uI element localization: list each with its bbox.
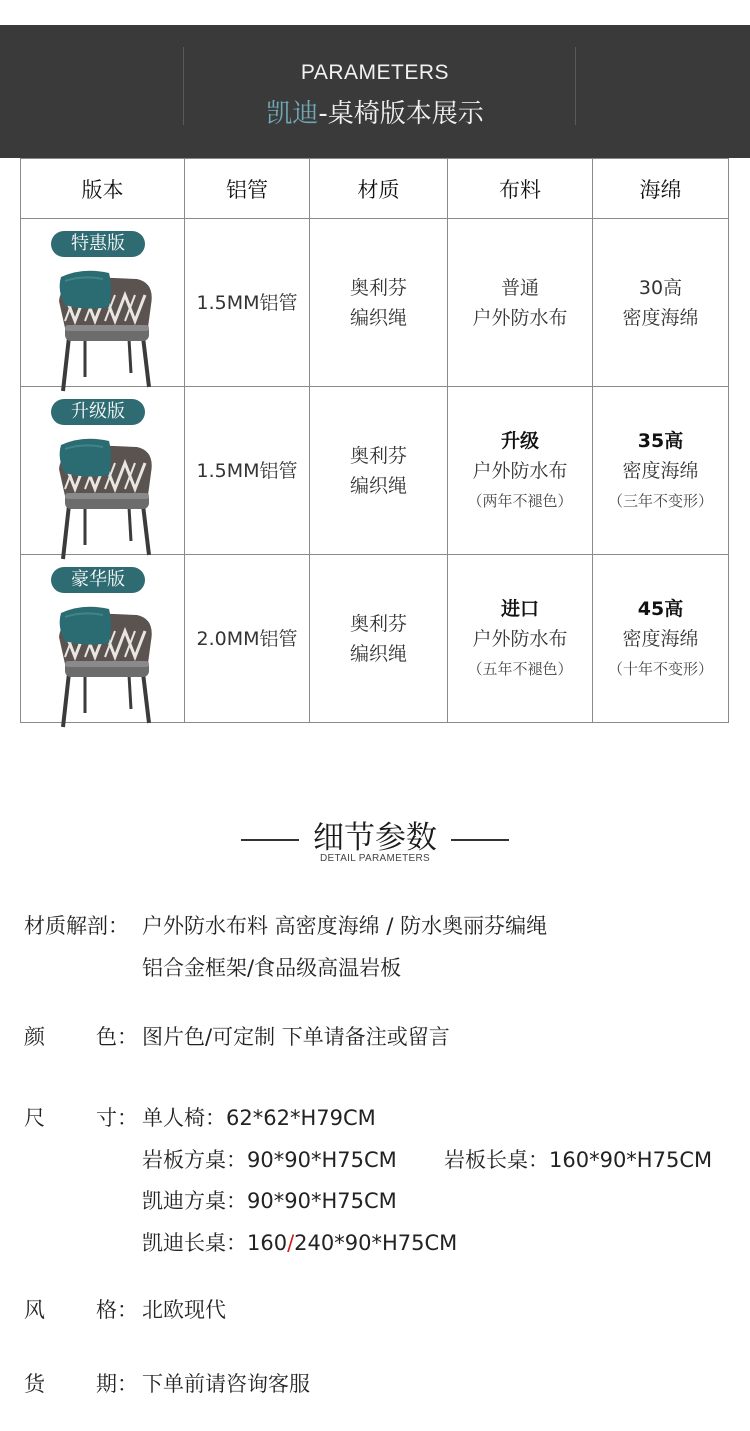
chair-image — [51, 427, 161, 561]
sponge-type: 密度海绵 — [622, 627, 699, 650]
table-row — [21, 555, 729, 723]
version-cell — [21, 219, 185, 387]
version-cell — [21, 387, 185, 555]
banner-title-rest: -桌椅版本展示 — [318, 99, 484, 129]
material-cell — [310, 387, 448, 555]
material-label: 材质解剖： — [24, 914, 129, 938]
material-line: 奥利芬 — [349, 612, 407, 635]
fabric-grade: 进口 — [500, 597, 539, 620]
tube-cell: 1.5MM铝管 — [185, 219, 310, 387]
sponge-type: 密度海绵 — [622, 459, 699, 482]
header-version: 版本 — [21, 159, 185, 219]
fabric-type: 户外防水布 — [472, 627, 568, 650]
material-line: 编织绳 — [349, 474, 407, 497]
material-cell — [310, 219, 448, 387]
table-header-row — [21, 159, 729, 219]
fabric-cell — [448, 387, 593, 555]
red-slash: / — [287, 1231, 295, 1255]
material-line: 奥利芬 — [349, 444, 407, 467]
fabric-cell — [448, 219, 593, 387]
version-cell — [21, 555, 185, 723]
style-value: 北欧现代 — [142, 1298, 226, 1322]
sponge-note: （三年不变形） — [607, 491, 713, 510]
sponge-type: 密度海绵 — [622, 306, 699, 329]
sponge-height: 35高 — [637, 429, 684, 452]
chair-image — [51, 595, 161, 729]
tube-cell: 1.5MM铝管 — [185, 387, 310, 555]
color-value: 图片色/可定制 下单请备注或留言 — [142, 1025, 450, 1049]
version-table — [20, 158, 729, 723]
header-fabric: 布料 — [448, 159, 593, 219]
size-value-line: 岩板长桌：160*90*H75CM — [444, 1148, 713, 1172]
header-tube: 铝管 — [185, 159, 310, 219]
fabric-type: 户外防水布 — [472, 306, 568, 329]
table-row — [21, 219, 729, 387]
material-line: 编织绳 — [349, 642, 407, 665]
fabric-note: （两年不褪色） — [467, 491, 573, 510]
detail-title — [0, 812, 750, 857]
delivery-value: 下单前请咨询客服 — [142, 1372, 310, 1396]
fabric-type: 户外防水布 — [472, 459, 568, 482]
material-value-line: 户外防水布料 高密度海绵 / 防水奥丽芬编绳 — [142, 914, 548, 938]
delivery-label: 货 期： — [24, 1372, 138, 1396]
size-label: 尺 寸： — [24, 1106, 138, 1130]
parameters-banner — [0, 25, 750, 158]
sponge-note: （十年不变形） — [607, 659, 713, 678]
size-value-line: 凯迪方桌：90*90*H75CM — [142, 1189, 397, 1213]
size-value-line: 单人椅：62*62*H79CM — [142, 1106, 376, 1130]
header-material: 材质 — [310, 159, 448, 219]
fabric-grade: 普通 — [500, 276, 539, 299]
color-label: 颜 色： — [24, 1025, 138, 1049]
detail-title-text: 细节参数 — [313, 820, 437, 856]
title-dash-left — [241, 839, 299, 841]
material-cell — [310, 555, 448, 723]
table-row — [21, 387, 729, 555]
fabric-note: （五年不褪色） — [467, 659, 573, 678]
sponge-cell — [593, 387, 729, 555]
sponge-cell — [593, 555, 729, 723]
size-value-line: 凯迪长桌：160/240*90*H75CM — [142, 1231, 458, 1255]
size-value-line: 岩板方桌：90*90*H75CM — [142, 1148, 397, 1172]
sponge-height: 30高 — [638, 276, 683, 299]
version-badge: 特惠版 — [51, 231, 145, 257]
fabric-cell — [448, 555, 593, 723]
material-value-line: 铝合金框架/食品级高温岩板 — [142, 956, 402, 980]
banner-title-en: PARAMETERS — [300, 61, 450, 84]
header-sponge: 海绵 — [593, 159, 729, 219]
material-line: 编织绳 — [349, 306, 407, 329]
style-label: 风 格： — [24, 1298, 138, 1322]
material-line: 奥利芬 — [349, 276, 407, 299]
sponge-height: 45高 — [637, 597, 684, 620]
banner-title-cn — [0, 93, 750, 130]
sponge-cell — [593, 219, 729, 387]
fabric-grade: 升级 — [500, 429, 539, 452]
chair-image — [51, 259, 161, 393]
detail-subtitle: DETAIL PARAMETERS — [320, 853, 430, 864]
version-badge: 升级版 — [51, 399, 145, 425]
banner-title-accent: 凯迪 — [266, 99, 319, 129]
title-dash-right — [451, 839, 509, 841]
tube-cell: 2.0MM铝管 — [185, 555, 310, 723]
version-badge: 豪华版 — [51, 567, 145, 593]
